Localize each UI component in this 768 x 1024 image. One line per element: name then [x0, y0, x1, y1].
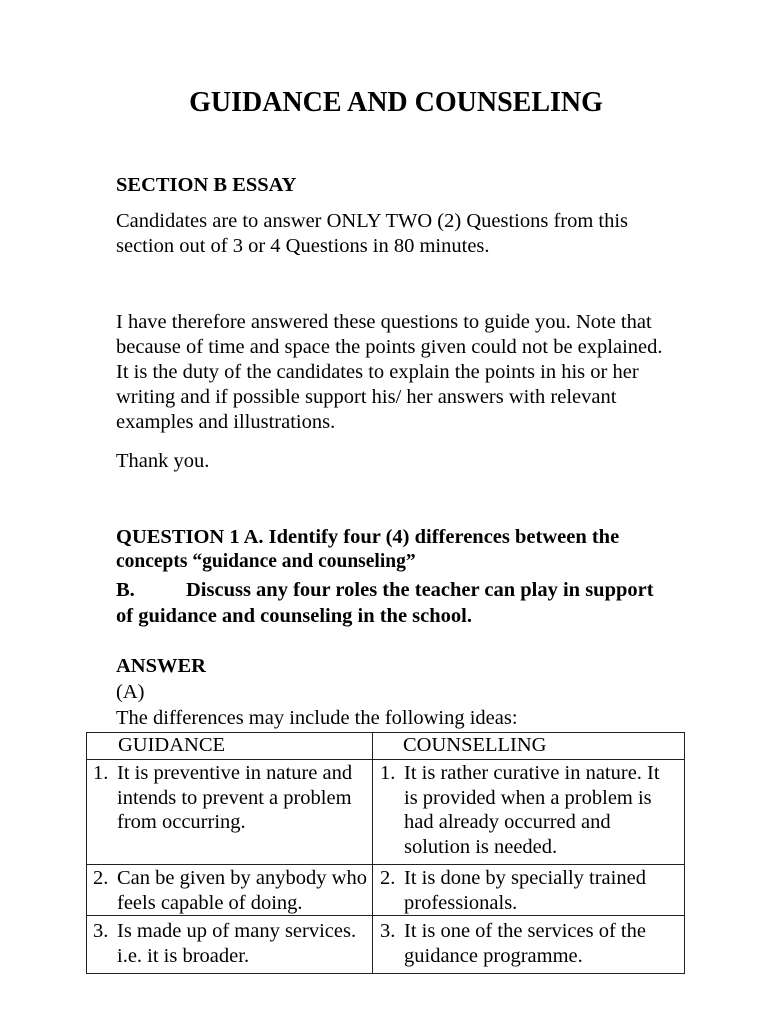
item-line: professionals. [404, 891, 518, 914]
item-line: intends to prevent a problem [117, 786, 352, 809]
question-b-label: B. [116, 578, 135, 601]
question-b-text: of guidance and counseling in the school. [116, 604, 472, 627]
note-line: because of time and space the points given could not be explained. [116, 335, 663, 358]
question-a-line [116, 549, 416, 574]
item-line: It is preventive in nature and [117, 762, 353, 784]
instructions-line: section out of 3 or 4 Questions in 80 minutes. [116, 234, 490, 257]
item-line: solution is needed. [404, 835, 558, 858]
answer-part-label [116, 680, 144, 705]
table-header-counselling: COUNSELLING [373, 733, 685, 760]
table-header-row [87, 733, 685, 760]
note-line: It is the duty of the candidates to explain the points in his or her [116, 360, 639, 383]
list-item [93, 866, 372, 915]
instructions-paragraph [116, 209, 628, 259]
answer-heading-text: ANSWER [116, 654, 206, 677]
item-number: 2. [380, 867, 396, 889]
item-text [404, 919, 646, 968]
question-a-text: QUESTION 1 A. Identify four (4) differences between the [116, 525, 620, 548]
item-number: 3. [380, 920, 396, 942]
item-line: from occurring. [117, 811, 246, 833]
counselling-cell [373, 760, 685, 865]
item-line: Can be given by anybody who [117, 867, 367, 889]
thanks-line: Thank you. [116, 449, 210, 472]
question-b-text: Discuss any four roles the teacher can play in support [186, 578, 654, 601]
section-heading-text: SECTION B ESSAY [116, 173, 297, 196]
item-line: had already occurred and [404, 811, 611, 833]
note-line: examples and illustrations. [116, 410, 336, 433]
instructions-line: Candidates are to answer ONLY TWO (2) Questions from this [116, 209, 629, 232]
item-line: Is made up of many services. [117, 920, 357, 942]
document-title: GUIDANCE AND COUNSELING [189, 87, 603, 118]
table-header-guidance: GUIDANCE [87, 733, 373, 760]
thanks-paragraph [116, 449, 209, 474]
note-paragraph [116, 310, 663, 435]
list-item [380, 866, 684, 915]
guidance-cell [87, 760, 373, 865]
question-b-line [116, 578, 654, 603]
item-text [117, 919, 356, 968]
item-number: 1. [93, 762, 109, 784]
list-item [93, 761, 372, 835]
item-text [404, 761, 660, 859]
answer-intro-text: The differences may include the following ideas: [116, 706, 518, 729]
question-a-text: concepts “guidance and counseling” [116, 550, 416, 572]
item-line: It is done by specially trained [404, 867, 646, 889]
guidance-cell [87, 865, 373, 916]
section-heading [116, 173, 296, 198]
counselling-cell [373, 916, 685, 974]
table-row [87, 865, 685, 916]
item-line: It is one of the services of the [404, 920, 646, 942]
note-line: I have therefore answered these questions to guide you. Note that [116, 310, 652, 333]
item-line: It is rather curative in nature. It [404, 762, 660, 784]
item-number: 2. [93, 867, 109, 889]
differences-table [86, 732, 685, 974]
item-text [404, 866, 646, 915]
item-number: 1. [380, 762, 396, 784]
item-line: guidance programme. [404, 944, 583, 967]
note-line: writing and if possible support his/ her answers with relevant [116, 385, 617, 408]
item-number: 3. [93, 920, 109, 942]
item-line: is provided when a problem is [404, 786, 652, 809]
counselling-cell [373, 865, 685, 916]
table-row [87, 760, 685, 865]
guidance-cell [87, 916, 373, 974]
list-item [93, 919, 372, 968]
answer-part-text: (A) [116, 680, 145, 703]
item-line: feels capable of doing. [117, 891, 303, 914]
list-item [380, 761, 684, 859]
answer-heading [116, 654, 206, 679]
question-b-line [116, 604, 472, 629]
answer-intro [116, 706, 518, 731]
item-line: i.e. it is broader. [117, 944, 250, 967]
item-text [117, 866, 367, 915]
table-row [87, 916, 685, 974]
question-a-line [116, 525, 619, 550]
list-item [380, 919, 684, 968]
item-text [117, 761, 352, 835]
